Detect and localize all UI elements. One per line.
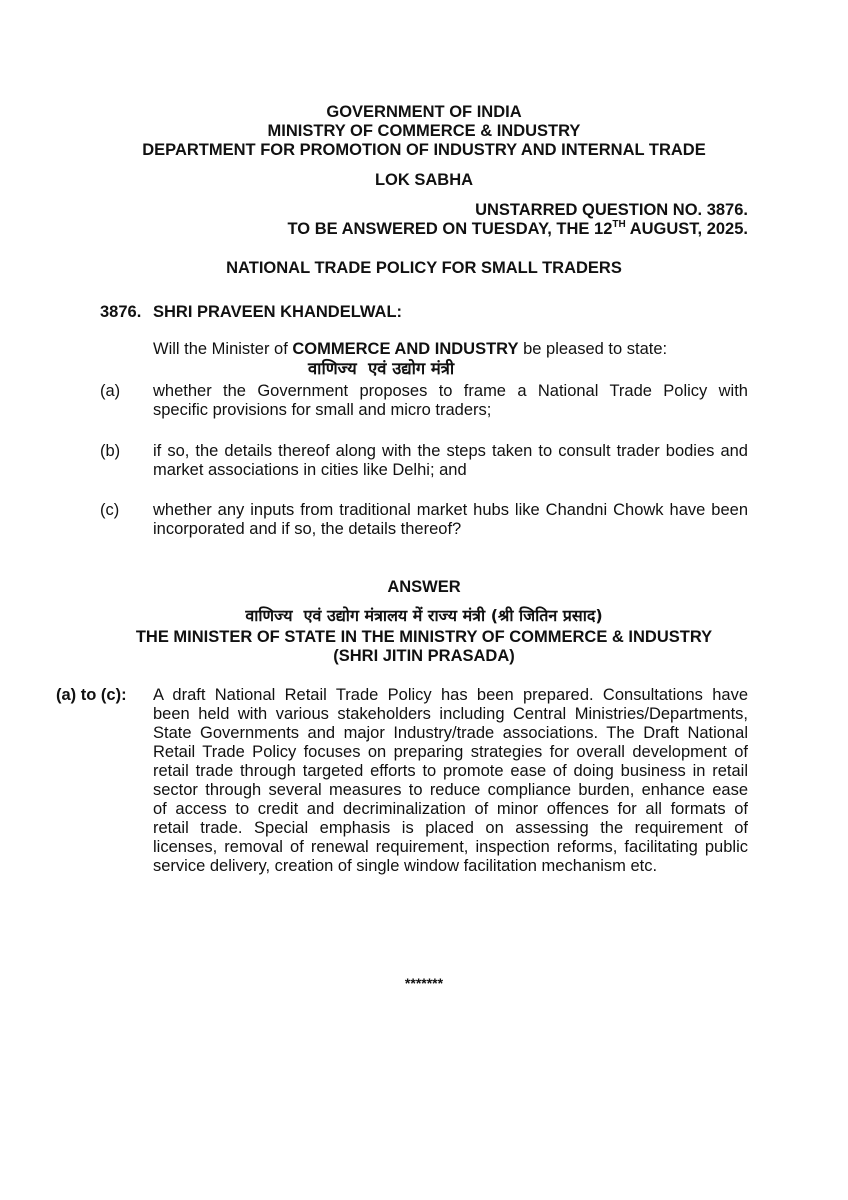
subject-heading bbox=[0, 259, 848, 278]
answer-line: sector through several measures to reduce compliance burden, enhance ease bbox=[153, 781, 748, 799]
intro-suffix: be pleased to state: bbox=[518, 340, 668, 358]
document-header bbox=[0, 103, 848, 160]
question-intro bbox=[153, 340, 667, 359]
intro-hindi: वाणिज्य एवं उद्योग मंत्री bbox=[308, 359, 455, 378]
answer-minister-block bbox=[0, 628, 848, 666]
question-b-line: if so, the details thereof along with the steps taken to consult trader bodies and bbox=[153, 442, 748, 460]
answer-line: State Governments and major Industry/trade associations. The Draft National bbox=[153, 724, 748, 742]
answer-minister-name: (SHRI JITIN PRASADA) bbox=[333, 647, 515, 665]
header-government: GOVERNMENT OF INDIA bbox=[326, 103, 522, 121]
answer-date-prefix: TO BE ANSWERED ON TUESDAY, THE 12 bbox=[287, 220, 613, 238]
question-b-line: market associations in cities like Delhi; and bbox=[153, 461, 467, 479]
answer-line: service delivery, creation of single window facilitation mechanism etc. bbox=[153, 857, 658, 875]
intro-prefix: Will the Minister of bbox=[153, 340, 293, 358]
answer-heading bbox=[0, 578, 848, 597]
answer-line: been held with various stakeholders including Central Ministries/Departments, bbox=[153, 705, 748, 723]
question-b-text bbox=[153, 442, 748, 480]
answer-line: retail trade through targeted efforts to promote ease of doing business in retail bbox=[153, 762, 748, 780]
question-number: UNSTARRED QUESTION NO. 3876. bbox=[475, 201, 748, 219]
asker-name: SHRI PRAVEEN KHANDELWAL: bbox=[153, 303, 403, 321]
intro-ministry: COMMERCE AND INDUSTRY bbox=[292, 340, 519, 358]
question-a-text bbox=[153, 382, 748, 420]
header-ministry: MINISTRY OF COMMERCE & INDUSTRY bbox=[267, 122, 581, 140]
answer-line: A draft National Retail Trade Policy has been prepared. Consultations have bbox=[153, 686, 748, 704]
end-marker: ******* bbox=[404, 975, 444, 991]
question-info bbox=[288, 201, 749, 239]
question-a-line: specific provisions for small and micro traders; bbox=[153, 401, 492, 419]
question-c-line: incorporated and if so, the details thereof? bbox=[153, 520, 462, 538]
house-label: LOK SABHA bbox=[374, 171, 474, 189]
answer-label: (a) to (c): bbox=[56, 686, 127, 704]
answer-line: retail trade. Special emphasis is placed on assessing the requirement of bbox=[153, 819, 748, 837]
answer-heading-text: ANSWER bbox=[387, 578, 461, 596]
question-a-label: (a) bbox=[100, 382, 121, 400]
answer-minister-title: THE MINISTER OF STATE IN THE MINISTRY OF COMMERCE & INDUSTRY bbox=[135, 628, 713, 646]
answer-date-sup: TH bbox=[612, 218, 626, 230]
subject-text: NATIONAL TRADE POLICY FOR SMALL TRADERS bbox=[226, 259, 622, 277]
header-department: DEPARTMENT FOR PROMOTION OF INDUSTRY AND INTERNAL TRADE bbox=[142, 141, 706, 159]
answer-hindi-minister-text: वाणिज्य एवं उद्योग मंत्रालय में राज्य मंत्री (श्री जितिन प्रसाद) bbox=[245, 606, 603, 625]
answer-date-suffix: AUGUST, 2025. bbox=[625, 220, 748, 238]
answer-line: licenses, removal of renewal requirement, inspection reforms, facilitating public bbox=[153, 838, 748, 856]
answer-line: of access to credit and decriminalization of minor offences for all formats of bbox=[153, 800, 748, 818]
house-name bbox=[0, 171, 848, 190]
answer-body bbox=[153, 686, 748, 876]
question-c-line: whether any inputs from traditional market hubs like Chandni Chowk have been bbox=[153, 501, 748, 519]
question-c-label: (c) bbox=[100, 501, 120, 519]
question-c-text bbox=[153, 501, 748, 539]
asker-number: 3876. bbox=[100, 303, 142, 321]
question-a-line: whether the Government proposes to frame a National Trade Policy with bbox=[153, 382, 748, 400]
answer-line: Retail Trade Policy focuses on preparing strategies for overall development of bbox=[153, 743, 748, 761]
question-b-label: (b) bbox=[100, 442, 121, 460]
answer-hindi-minister bbox=[0, 606, 848, 625]
answer-date bbox=[288, 220, 749, 239]
